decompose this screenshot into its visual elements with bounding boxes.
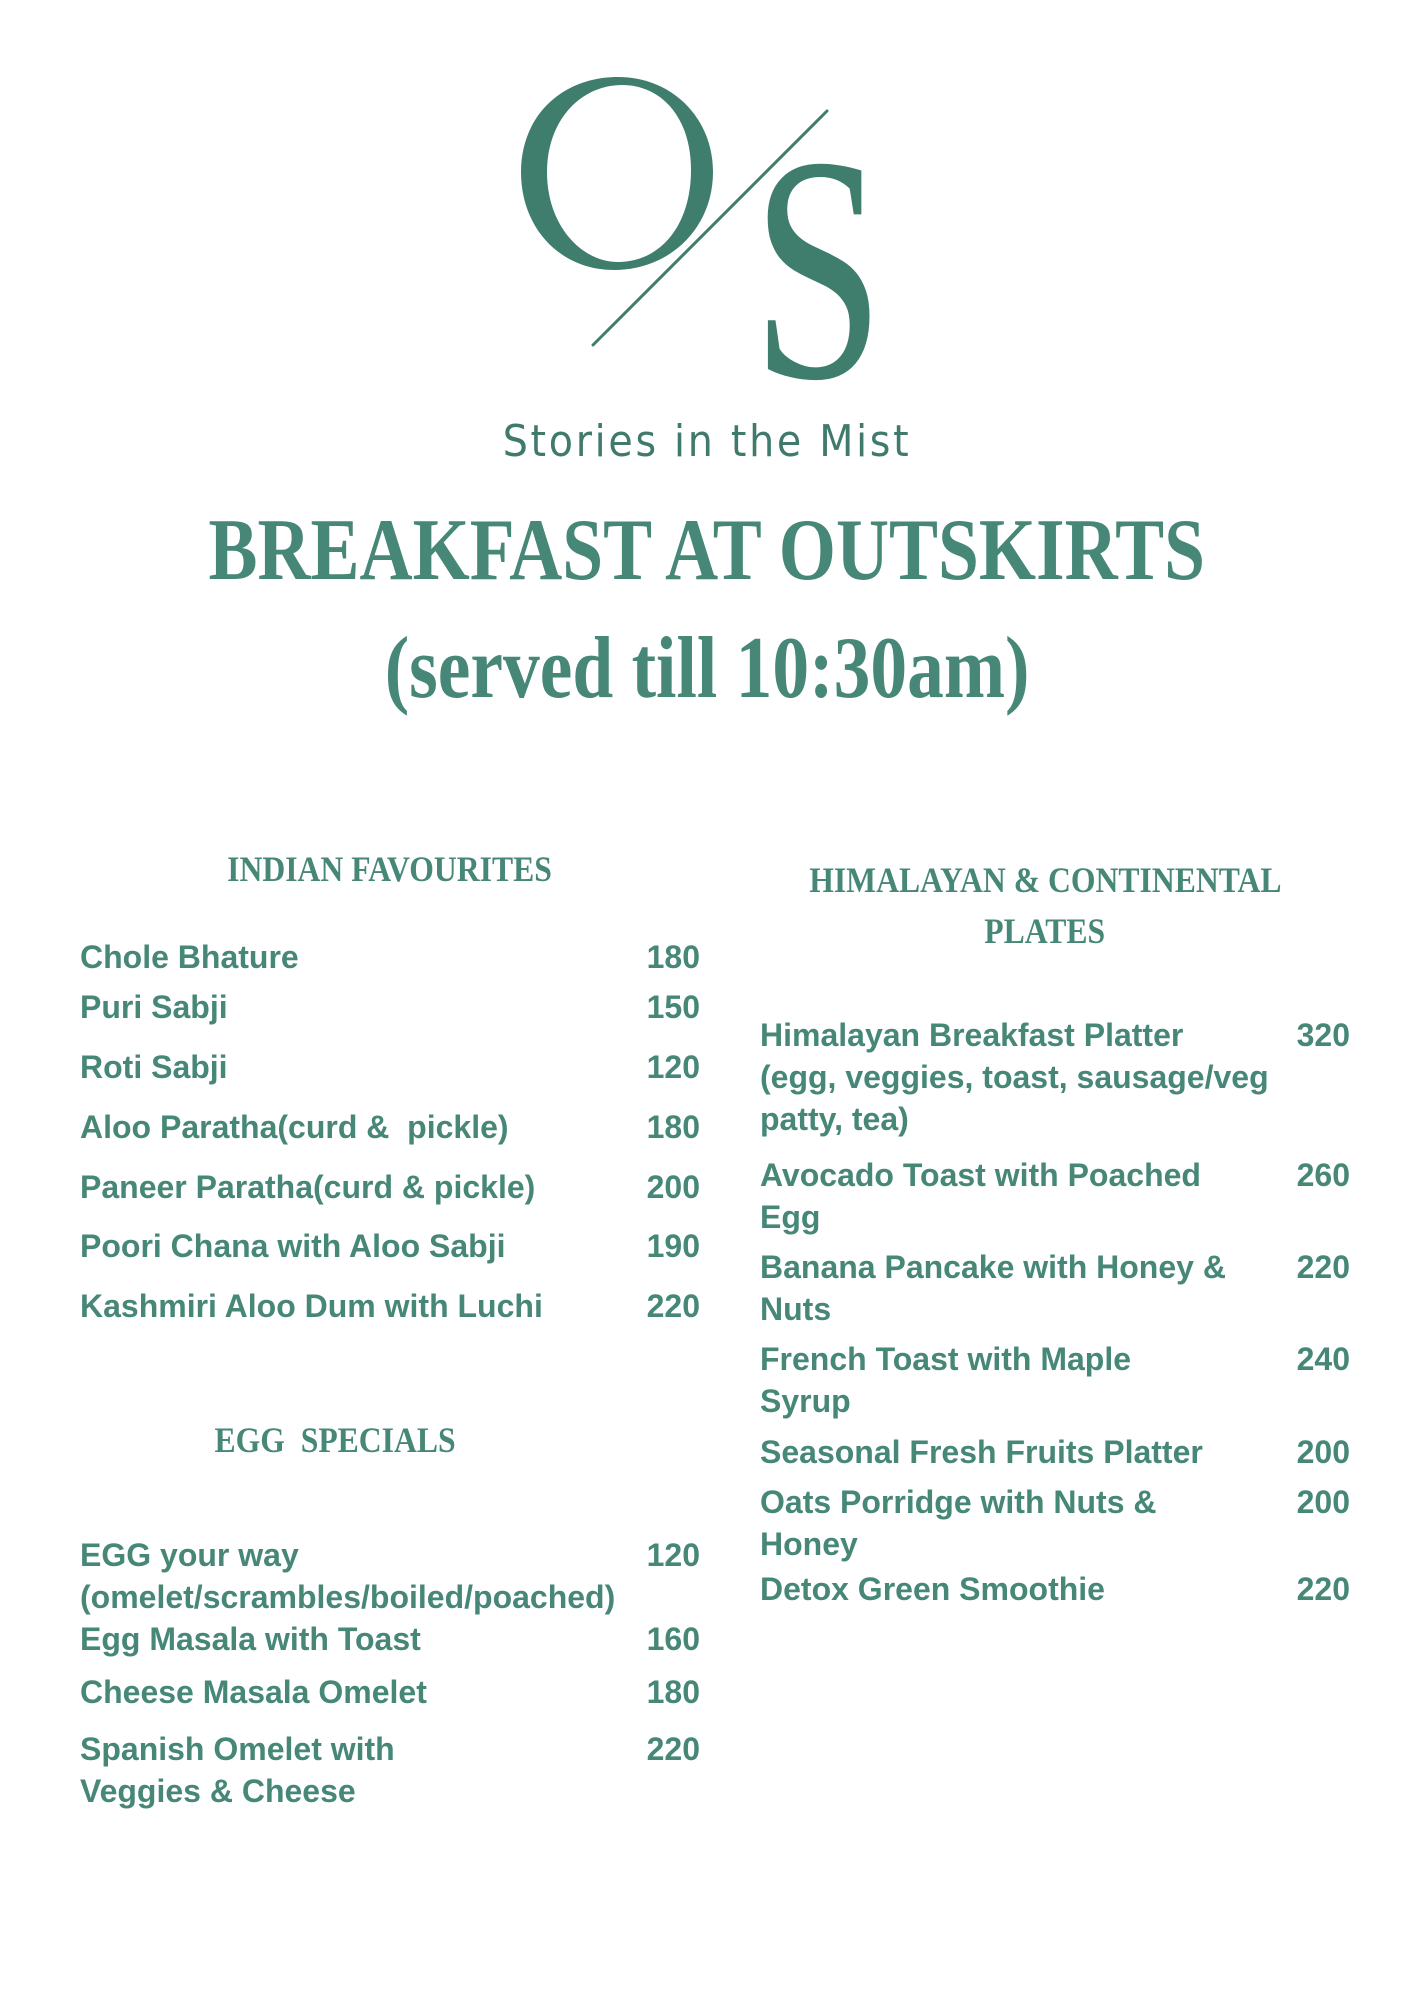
menu-item-price: 240 xyxy=(1296,1341,1350,1377)
menu-item-name: Avocado Toast with Poached xyxy=(760,1157,1201,1193)
section-heading-text: EGG SPECIALS xyxy=(214,1420,456,1460)
menu-item-price: 180 xyxy=(646,1674,700,1710)
menu-item-name: Kashmiri Aloo Dum with Luchi xyxy=(80,1288,543,1324)
section-heading xyxy=(40,1422,630,1458)
menu-item-price: 180 xyxy=(646,1109,700,1145)
menu-item xyxy=(80,1285,543,1327)
section-heading xyxy=(745,862,1345,898)
menu-item-name: Honey xyxy=(760,1526,858,1562)
menu-item-name: Puri Sabji xyxy=(80,989,228,1025)
page-title xyxy=(0,502,1414,599)
menu-item-price: 160 xyxy=(646,1621,700,1657)
menu-item-price: 220 xyxy=(1296,1249,1350,1285)
menu-item-price: 200 xyxy=(646,1169,700,1205)
logo-letter-o xyxy=(521,77,713,270)
menu-item-name: Egg xyxy=(760,1199,821,1235)
page-title-text: BREAKFAST AT OUTSKIRTS xyxy=(208,502,1206,599)
section-heading xyxy=(745,913,1345,949)
menu-item xyxy=(760,1338,1131,1422)
menu-item-name: Veggies & Cheese xyxy=(80,1773,356,1809)
menu-item-price: 320 xyxy=(1296,1017,1350,1053)
menu-item xyxy=(80,1534,615,1618)
menu-item xyxy=(760,1431,1203,1473)
menu-item-price: 220 xyxy=(1296,1571,1350,1607)
menu-item-name: Oats Porridge with Nuts & xyxy=(760,1484,1157,1520)
menu-item-name: Aloo Paratha(curd & pickle) xyxy=(80,1109,509,1145)
menu-item xyxy=(80,1225,506,1267)
menu-item-name: Egg Masala with Toast xyxy=(80,1621,421,1657)
page-subtitle-text: (served till 10:30am) xyxy=(384,620,1030,717)
brand-name xyxy=(0,412,1414,472)
menu-item-name: Himalayan Breakfast Platter xyxy=(760,1017,1184,1053)
logo-letter-s: S xyxy=(751,91,885,400)
logo xyxy=(0,0,1414,400)
menu-item xyxy=(760,1481,1156,1565)
menu-item xyxy=(760,1246,1226,1330)
menu-item-name: Syrup xyxy=(760,1383,851,1419)
section-heading-text: INDIAN FAVOURITES xyxy=(227,849,553,889)
menu-item-name: Poori Chana with Aloo Sabji xyxy=(80,1228,506,1264)
menu-item-name: Seasonal Fresh Fruits Platter xyxy=(760,1434,1203,1470)
menu-item-price: 220 xyxy=(646,1288,700,1324)
section-heading xyxy=(60,851,720,887)
menu-item-name: (egg, veggies, toast, sausage/veg xyxy=(760,1059,1269,1095)
menu-item xyxy=(80,1046,228,1088)
menu-item-name: (omelet/scrambles/boiled/poached) xyxy=(80,1579,616,1615)
menu-item-name: Roti Sabji xyxy=(80,1049,228,1085)
menu-item xyxy=(80,1671,427,1713)
page-subtitle xyxy=(0,620,1414,717)
menu-item-name: Banana Pancake with Honey & xyxy=(760,1249,1226,1285)
menu-item-price: 220 xyxy=(646,1731,700,1767)
menu-item-price: 120 xyxy=(646,1537,700,1573)
menu-item-price: 190 xyxy=(646,1228,700,1264)
section-heading-text: HIMALAYAN & CONTINENTAL xyxy=(808,860,1282,900)
menu-item-name: Paneer Paratha(curd & pickle) xyxy=(80,1169,536,1205)
menu-item xyxy=(760,1014,1269,1140)
menu-item xyxy=(80,986,228,1028)
brand-name-text: Stories in the Mist xyxy=(502,416,912,467)
menu-item-name: Nuts xyxy=(760,1291,832,1327)
menu-item-name: patty, tea) xyxy=(760,1101,909,1137)
menu-item xyxy=(80,1166,535,1208)
menu-item-price: 200 xyxy=(1296,1434,1350,1470)
menu-item-name: Cheese Masala Omelet xyxy=(80,1674,427,1710)
menu-item-name: Spanish Omelet with xyxy=(80,1731,395,1767)
menu-item-name: French Toast with Maple xyxy=(760,1341,1131,1377)
menu-item-name: Detox Green Smoothie xyxy=(760,1571,1105,1607)
menu-item-price: 200 xyxy=(1296,1484,1350,1520)
menu-item xyxy=(80,1728,395,1812)
menu-item-name: Chole Bhature xyxy=(80,939,299,975)
menu-item-price: 180 xyxy=(646,939,700,975)
menu-item-name: EGG your way xyxy=(80,1537,299,1573)
menu-item xyxy=(80,936,299,978)
menu-item xyxy=(80,1618,421,1660)
menu-item xyxy=(80,1106,509,1148)
menu-item-price: 120 xyxy=(646,1049,700,1085)
menu-item xyxy=(760,1568,1105,1610)
menu-item-price: 260 xyxy=(1296,1157,1350,1193)
menu-item xyxy=(760,1154,1201,1238)
menu-item-price: 150 xyxy=(646,989,700,1025)
section-heading-text: PLATES xyxy=(984,911,1106,951)
